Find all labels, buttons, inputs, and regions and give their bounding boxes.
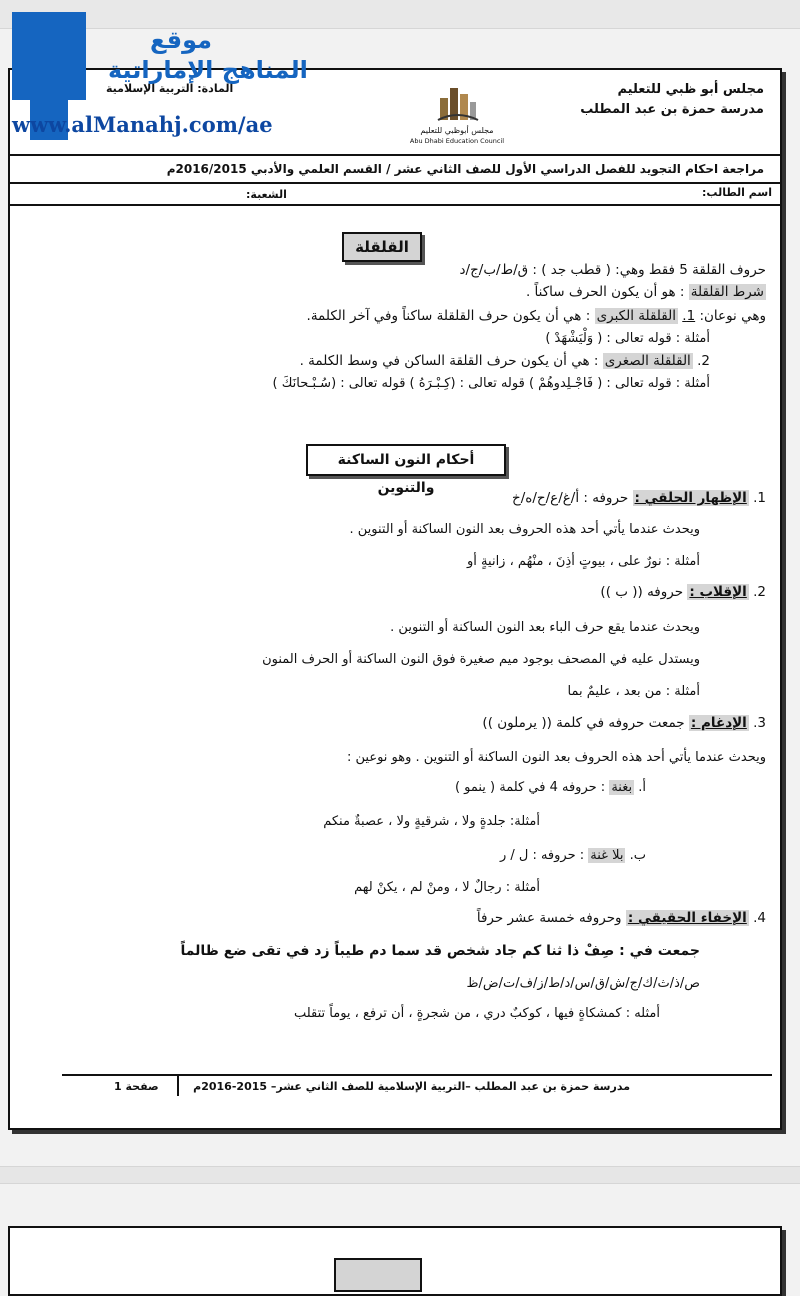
footer-separator xyxy=(177,1076,179,1096)
iqlab-desc: ويحدث عندما يقع حرف الباء بعد النون الساكنة أو التنوين . xyxy=(390,620,700,635)
idgham-desc: ويحدث عندما يأتي أحد هذه الحروف بعد النون الساكنة أو التنوين . وهو نوعين : xyxy=(346,750,766,765)
document-page xyxy=(8,68,782,1130)
footer-divider xyxy=(62,1074,772,1076)
qalqala-major-row xyxy=(307,308,766,324)
izhar-examples: أمثلة : نورٌ على ، بيوتٍ أذِنَ ، منْهُم ، زانيةٍ أو xyxy=(467,554,700,569)
iqlab-desc-2: ويستدل عليه في المصحف بوجود ميم صغيرة فوق النون الساكنة أو الحرف المنون xyxy=(262,652,700,667)
info-divider xyxy=(10,204,780,206)
qalqala-title: القلقلة xyxy=(342,232,422,262)
idgham-row xyxy=(482,715,766,731)
school-name: مدرسة حمزة بن عبد المطلب xyxy=(580,102,764,117)
adec-logo xyxy=(402,80,512,150)
iqlab-examples: أمثلة : من بعد ، عليمٌ بما xyxy=(567,684,700,699)
title-divider xyxy=(10,182,780,184)
iqlab-letters: حروفه (( ب )) xyxy=(600,584,684,600)
page-gap xyxy=(0,1166,800,1184)
idgham-a-label: بغنة xyxy=(611,780,633,795)
idgham-a-num: أ. xyxy=(638,780,646,795)
watermark-url: www.alManahj.com/ae xyxy=(12,112,273,137)
footer-page-num: 1 xyxy=(114,1080,122,1093)
qalqala-condition-label: شرط القلقلة xyxy=(690,284,764,300)
idgham-a-text: : حروفه 4 في كلمة ( ينمو ) xyxy=(454,780,606,795)
footer-page-label: صفحة xyxy=(125,1080,159,1093)
ikhfa-collected: جمعت في : صِفْ ذا ثنا كم جاد شخص قد سما دم طيباً زد في تقى ضع ظالماً xyxy=(180,943,700,959)
iqlab-label: الإقلاب : xyxy=(689,584,747,600)
ikhfa-list: ص/ذ/ث/ك/ج/ش/ق/س/د/ط/ز/ف/ت/ض/ظ xyxy=(466,976,700,991)
izhar-label: الإظهار الحلقي : xyxy=(634,490,747,506)
section-label: الشعبة: xyxy=(246,188,287,201)
footer-school: مدرسة حمزة بن عبد المطلب –التربية الإسلامية للصف الثاني عشر– 2015-2016م xyxy=(193,1080,630,1093)
adec-logo-icon xyxy=(402,80,512,126)
izhar-letters: حروفه : أ/غ/ع/ح/ه/خ xyxy=(512,490,629,506)
ikhfa-examples: أمثله : كمشكاةٍ فيها ، كوكبٌ دري ، من شجرةٍ ، أن ترفع ، يوماً تتقلب xyxy=(293,1006,660,1021)
council-name: مجلس أبو ظبي للتعليم xyxy=(617,82,764,97)
qalqala-types-intro: وهي نوعان: xyxy=(699,308,766,324)
qalqala-minor-example: أمثلة : قوله تعالى : ( فَاجْـلِدوهُمْ ) قوله تعالى : (كِـبْـرَهُ ) قوله تعالى : (سُـبْـحانَكَ ) xyxy=(272,376,710,391)
ikhfa-num: 4. xyxy=(753,910,766,926)
viewer-top-bar xyxy=(0,0,800,29)
qalqala-minor-label: القلقلة الصغرى xyxy=(604,353,691,369)
page-2-title-box xyxy=(334,1258,422,1292)
qalqala-major-num: 1. xyxy=(682,308,696,324)
footer-page xyxy=(114,1080,159,1093)
ikhfa-row xyxy=(477,910,766,926)
watermark-site-line1: موقع xyxy=(150,26,213,54)
qalqala-major-text: : هي أن يكون حرف القلقلة ساكناً وفي آخر الكلمة. xyxy=(306,308,591,324)
ikhfa-letters: وحروفه خمسة عشر حرفاً xyxy=(476,910,622,926)
watermark-site-line2: المناهج الإماراتية xyxy=(108,56,308,84)
idgham-letters: جمعت حروفه في كلمة (( يرملون )) xyxy=(482,715,685,731)
iqlab-row xyxy=(600,584,766,600)
idgham-b-text: : حروفه : ل / ر xyxy=(499,848,585,863)
idgham-label: الإدغام : xyxy=(690,715,747,731)
idgham-num: 3. xyxy=(753,715,766,731)
qalqala-minor-row xyxy=(300,353,710,369)
qalqala-minor-text: : هي أن يكون حرف القلقة الساكن في وسط الكلمة . xyxy=(299,353,599,369)
qalqala-minor-num: 2. xyxy=(697,353,710,369)
iqlab-num: 2. xyxy=(753,584,766,600)
idgham-b-examples: أمثلة : رجالٌ لا ، ومنْ لم ، يكنْ لهم xyxy=(354,880,540,895)
qalqala-major-example: أمثلة : قوله تعالى : ( وَلْيَشْهَدْ ) xyxy=(545,331,710,346)
izhar-row xyxy=(512,490,766,506)
ikhfa-label: الإخفاء الحقيقي : xyxy=(627,910,747,926)
idgham-a-row xyxy=(455,780,646,795)
idgham-b-num: ب. xyxy=(629,848,646,863)
logo-english-text: Abu Dhabi Education Council xyxy=(409,137,505,145)
watermark-logo-icon xyxy=(12,12,86,100)
idgham-b-row xyxy=(500,848,646,863)
qalqala-condition xyxy=(526,284,766,300)
idgham-a-examples: أمثلة: جلدةٍ ولا ، شرقيةٍ ولا ، عصبةٌ منكم xyxy=(323,814,540,829)
logo-arabic-text: مجلس أبوظبي للتعليم xyxy=(420,126,494,135)
qalqala-major-label: القلقلة الكبرى xyxy=(596,308,676,324)
idgham-b-label: بلا غنة xyxy=(590,848,624,863)
noon-title: أحكام النون الساكنة والتنوين xyxy=(306,444,506,476)
document-page-2 xyxy=(8,1226,782,1296)
izhar-desc: ويحدث عندما يأتي أحد هذه الحروف بعد النون الساكنة أو التنوين . xyxy=(349,522,700,537)
header-divider xyxy=(10,154,780,156)
izhar-num: 1. xyxy=(753,490,766,506)
review-title: مراجعة احكام التجويد للفصل الدراسي الأول للصف الثاني عشر / القسم العلمي والأدبي 2016/2015م xyxy=(166,162,764,176)
qalqala-letters: حروف القلقة 5 فقط وهي: ( قطب جد ) : ق/ط/ب/ج/د xyxy=(459,262,766,278)
qalqala-condition-text: : هو أن يكون الحرف ساكناً . xyxy=(525,284,685,300)
subject-label: المادة: التربية الإسلامية xyxy=(106,82,234,95)
student-name-label: اسم الطالب: xyxy=(702,186,772,199)
